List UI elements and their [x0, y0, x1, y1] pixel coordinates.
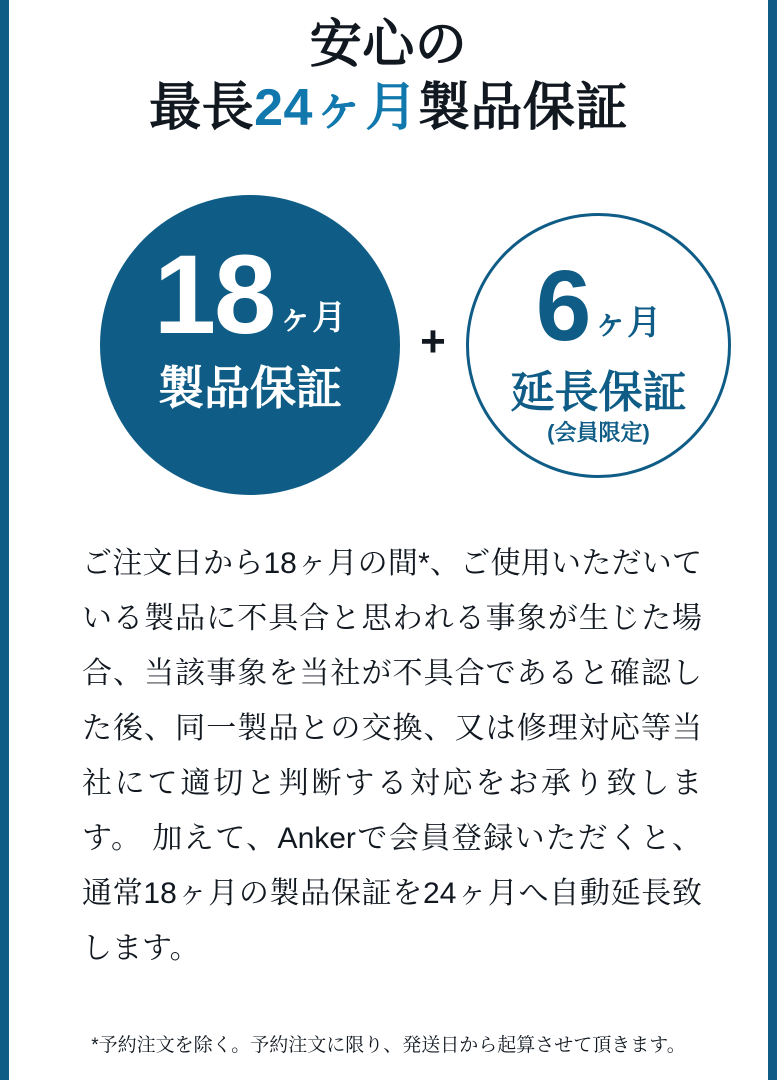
footnote: *予約注文を除く。予約注文に限り、発送日から起算させて頂きます。 [91, 1035, 686, 1056]
badge-primary-warranty [100, 195, 400, 495]
headline-prefix: 最長 [149, 79, 255, 137]
badge-primary-number: 18 [153, 232, 275, 357]
headline-accent: 24ヶ月 [254, 79, 418, 137]
headline-suffix: 製品保証 [417, 79, 628, 137]
warranty-description: ご注文日から18ヶ月の間*、ご使用いただいている製品に不具合と思われる事象が生じた場合、当該事象を当社が不具合であると確認した後、同一製品との交換、又は修理対応等当社にて適切と判断する対応をお承り致します。 加えて、Ankerで会員登録いただくと、通常18ヶ月の製品保証を24ヶ月へ自動延長致します。 [82, 547, 702, 965]
page-title [0, 14, 777, 140]
headline-line-1: 安心の [309, 16, 468, 74]
headline-line-2 [0, 76, 777, 140]
left-edge-rule [0, 0, 9, 1080]
badge-primary-label: 製品保証 [158, 362, 342, 414]
warranty-badges [0, 195, 777, 505]
badge-extended-warranty [466, 213, 731, 478]
badge-extended-unit: ヶ月 [593, 304, 662, 342]
badge-primary-unit: ヶ月 [278, 299, 347, 337]
badge-extended-label: 延長保証 [510, 368, 687, 417]
badge-primary-number-row [100, 232, 400, 357]
badge-extended-number: 6 [535, 250, 590, 362]
plus-operator: + [420, 317, 446, 366]
badge-extended-sublabel: (会員限定) [547, 420, 650, 445]
badge-extended-number-row [469, 250, 728, 362]
right-edge-rule [768, 0, 777, 1080]
